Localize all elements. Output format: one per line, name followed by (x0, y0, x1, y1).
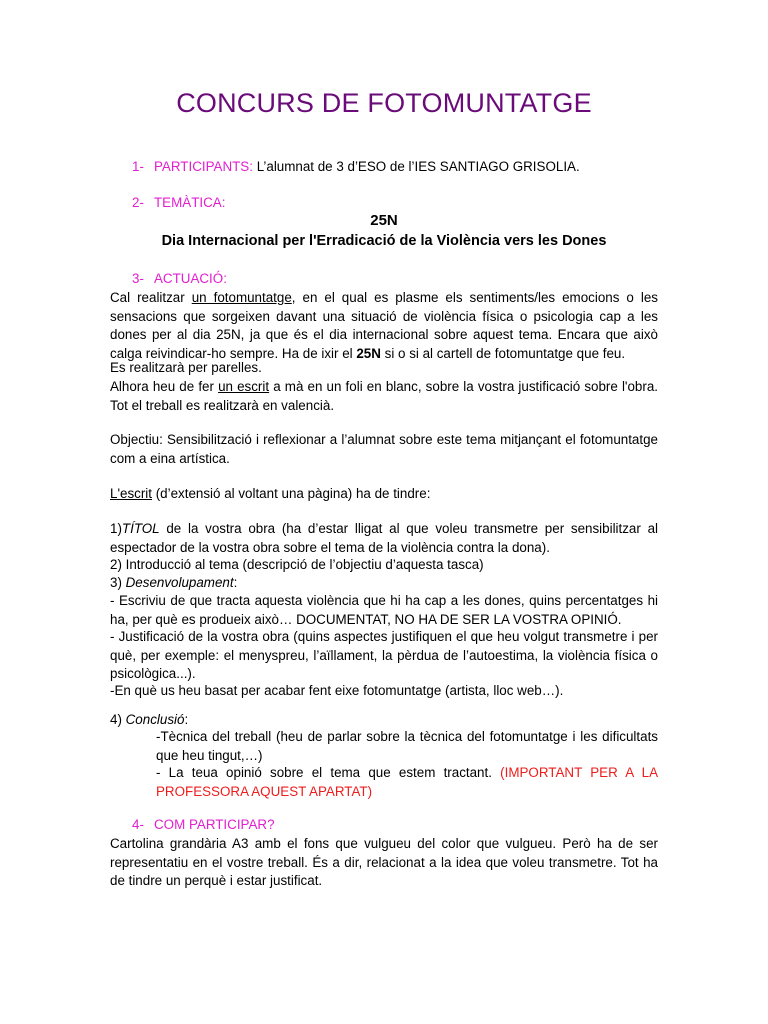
section-participants (132, 158, 680, 177)
pairs-line: Es realitzarà per parelles. (110, 360, 262, 375)
section-label: ACTUACIÓ: (154, 271, 227, 286)
section-label: COM PARTICIPAR? (154, 817, 275, 832)
text-run: (d’extensió al voltant una pàgina) ha de tindre: (152, 486, 431, 501)
text-run: : (233, 575, 238, 590)
text-run: - La teua opinió sobre el tema que estem tractant. (156, 765, 501, 780)
text-run: , en el qual es plasme els sentiments/les emocions o les sensacions que sorgeixen davant una situació de violència física o psicologia cap a les dones per al dia 25N, ja que és el dia internacional sobre aquest tema. Encara que això calga reivindicar-ho sempre. Ha de ixir el (110, 290, 658, 361)
theme-heading-25n: 25N (370, 212, 398, 229)
underlined-text: L'escrit (110, 486, 152, 501)
underlined-text: un fotomuntatge (191, 290, 292, 305)
section-number: 1- (132, 159, 144, 174)
escrit-intro (110, 485, 658, 504)
italic-text: Conclusió (125, 712, 185, 727)
text-run: : (184, 712, 189, 727)
section-text: L’alumnat de 3 d’ESO de l’IES SANTIAGO GRISOLIA. (252, 159, 580, 174)
text-run: Alhora heu de fer (110, 379, 219, 394)
text-run: 3) (110, 575, 126, 590)
escrit-paragraph (110, 378, 658, 415)
section-number: 2- (132, 195, 144, 210)
section-number: 3- (132, 271, 144, 286)
italic-text: TÍTOL (121, 521, 160, 536)
italic-text: Desenvolupament (125, 575, 234, 590)
theme-heading-title: Dia Internacional per l'Erradicació de la Violència vers les Dones (161, 233, 607, 249)
section-tematica (132, 194, 680, 213)
desenvolupament-point-2: - Justificació de la vostra obra (quins aspectes justifiquen el que heu volgut transmetre i per què, per exemple: el menyspreu, l’aïllament, la pèrdua de l’autoestima, la violència física o psicològica...). (110, 629, 658, 681)
objective-paragraph: Objectiu: Sensibilització i reflexionar a l’alumnat sobre este tema mitjançant el fotomuntatge com a eina artística. (110, 432, 658, 466)
underlined-text: un escrit (218, 379, 270, 394)
page-title: CONCURS DE FOTOMUNTATGE (176, 88, 592, 118)
actuacio-paragraph (110, 289, 658, 363)
text-run: a mà en un foli en blanc, sobre la vostra justificació sobre l'obra. Tot el treball es realitzarà en valencià. (110, 379, 658, 413)
list-item-conclusio (110, 711, 658, 730)
desenvolupament-point-1: - Escriviu de que tracta aquesta violència que hi ha cap a les dones, quins percentatges hi ha, per què es produeix això… DOCUMENTAT, NO HA DE SER LA VOSTRA OPINIÓ. (110, 593, 658, 627)
important-note: (IMPORTANT PER A LA PROFESSORA AQUEST APARTAT) (156, 765, 659, 799)
section-com-participar (132, 816, 680, 835)
list-item-desenvolupament (110, 574, 658, 593)
section-label: TEMÀTICA: (154, 195, 226, 210)
text-run: si o si al cartell de fotomuntatge que feu. (380, 345, 626, 361)
bold-text: 25N (356, 345, 381, 361)
section-number: 4- (132, 817, 144, 832)
section-actuacio (132, 270, 680, 289)
conclusio-point-2 (156, 764, 658, 801)
conclusio-point-1: -Tècnica del treball (heu de parlar sobre la tècnica del fotomuntatge i les dificultats que heu tingut,…) (156, 729, 658, 763)
text-run: de la vostra obra (ha d’estar lligat al que voleu transmetre per sensibilitzar al espectador de la vostra obra sobre el tema de la violència contra la dona). (110, 521, 658, 555)
list-item-titol (110, 520, 658, 557)
text-run: 4) (110, 712, 126, 727)
desenvolupament-point-3: -En què us heu basat per acabar fent eixe fotomuntatge (artista, lloc web…). (110, 683, 564, 698)
text-run: Cal realitzar (110, 290, 192, 305)
text-run: 1) (110, 521, 122, 536)
list-item-introduccio: 2) Introducció al tema (descripció de l’objectiu d’aquesta tasca) (110, 557, 484, 572)
com-participar-paragraph: Cartolina grandària A3 amb el fons que vulgueu del color que vulgueu. Però ha de ser representatiu en el vostre treball. És a dir, relacionat a la idea que voleu transmetre. Tot ha de tindre un perquè i estar justificat. (110, 836, 658, 888)
section-label: PARTICIPANTS: (154, 159, 253, 174)
